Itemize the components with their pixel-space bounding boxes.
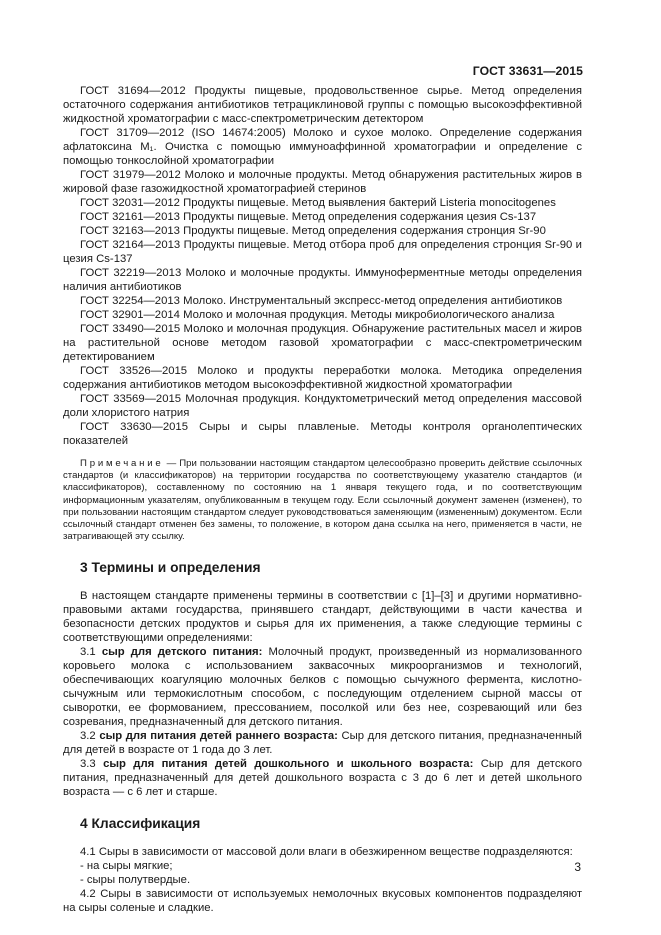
section-4-heading: 4 Классификация — [80, 816, 201, 832]
doc-code-header: ГОСТ 33631—2015 — [472, 64, 583, 78]
term-text: Сыр для детского питания, предназначенный для детей дошкольного возраста с 3 до 6 лет и детей школьного возраста — с 6 лет и старше. — [63, 758, 583, 799]
term-number: 3.2 — [80, 730, 96, 743]
section-4-paragraph: 4.2 Сыры в зависимости от используемых немолочных вкусовых компонентов подразделяют на сыры соленые и сладкие. — [63, 888, 582, 915]
list-item: - на сыры мягкие; — [80, 860, 173, 873]
term-number: 3.1 — [80, 646, 96, 659]
section-4-paragraph: 4.1 Сыры в зависимости от массовой доли влаги в обезжиренном веществе подразделяются: — [80, 846, 573, 859]
reference-item: ГОСТ 33569—2015 Молочная продукция. Кондуктометрический метод определения массовой доли хлористого натрия — [63, 393, 582, 419]
reference-item: ГОСТ 32163—2013 Продукты пищевые. Метод определения содержания стронция Sr-90 — [80, 225, 546, 237]
reference-item: ГОСТ 31709—2012 (ISO 14674:2005) Молоко и сухое молоко. Определение содержания афлатоксина M₁. Очистка с помощью иммуноаффинной хроматографии и определение с помощью тонкослойной хроматографии — [63, 127, 582, 167]
note-text: — При пользовании настоящим стандартом целесообразно проверить действие ссылочных стандартов (и классификаторов) на территории государства по соответствующему указателю стандартов (и классификаторов), составленному по состоянию на 1 января текущего года, и по соответствующим информационным указателям, опубликованным в текущем году. Если ссылочный документ заменен (изменен), то при пользовании настоящим стандартом следует руководствоваться заменяющим (измененным) документом. Если ссылочный стандарт отменен без замены, то положение, в котором дана ссылка на него, применяется в части, не затрагивающей эту ссылку. — [63, 458, 582, 543]
page-content — [63, 84, 582, 915]
term-name: сыр для питания детей раннего возраста: — [99, 730, 338, 743]
reference-item: ГОСТ 33526—2015 Молоко и продукты переработки молока. Методика определения содержания антибиотиков методом высокоэффективной жидкостной хроматографии — [63, 365, 582, 391]
term-text: Молочный продукт, произведенный из нормализованного коровьего молока с использованием заквасочных микроорганизмов и технологий, обеспечивающих коагуляцию молочных белков с помощью сычужного фермента, кислотно-сычужным или термокислотным способом, с последующим отделением сырной массы от сыворотки, ее формованием, прессованием, посолкой или без нее, созревающий или без созревания, предназначенный для детского питания. — [63, 646, 582, 729]
section-3-heading: 3 Термины и определения — [80, 560, 261, 576]
term-number: 3.3 — [80, 758, 96, 771]
reference-item: ГОСТ 31979—2012 Молоко и молочные продукты. Метод обнаружения растительных жиров в жировой фазе газожидкостной хроматографией стеринов — [63, 169, 582, 195]
term-definition — [63, 645, 582, 729]
reference-item: ГОСТ 32031—2012 Продукты пищевые. Метод выявления бактерий Listeria monocitogenes — [80, 197, 556, 209]
reference-item: ГОСТ 32164—2013 Продукты пищевые. Метод отбора проб для определения стронция Sr-90 и цезия Cs-137 — [63, 239, 582, 265]
reference-list — [63, 84, 582, 448]
reference-item: ГОСТ 32901—2014 Молоко и молочная продукция. Методы микробиологического анализа — [80, 309, 555, 321]
reference-item: ГОСТ 32219—2013 Молоко и молочные продукты. Иммуноферментные методы определения наличия антибиотиков — [63, 267, 582, 293]
term-name: сыр для питания детей дошкольного и школьного возраста: — [103, 758, 474, 771]
term-text: Сыр для детского питания, предназначенный для детей в возрасте от 1 года до 3 лет. — [63, 730, 582, 757]
reference-item: ГОСТ 32254—2013 Молоко. Инструментальный экспресс-метод определения антибиотиков — [80, 295, 563, 307]
reference-item: ГОСТ 33630—2015 Сыры и сыры плавленые. Методы контроля органолептических показателей — [63, 421, 582, 447]
term-definition — [63, 729, 582, 757]
reference-item: ГОСТ 32161—2013 Продукты пищевые. Метод определения содержания цезия Cs-137 — [80, 211, 537, 223]
section-3-intro: В настоящем стандарте применены термины в соответствии с [1]–[3] и другими нормативно-правовыми актами государства, принявшего стандарт, действующими в части качества и безопасности детских продуктов и сырья для их применения, а также следующие термины с соответствующими определениями: — [63, 590, 582, 645]
reference-item: ГОСТ 33490—2015 Молоко и молочная продукция. Обнаружение растительных масел и жиров на растительной основе методом газовой хроматографии с масс-спектрометрическим детектированием — [63, 323, 582, 363]
reference-item: ГОСТ 31694—2012 Продукты пищевые, продовольственное сырье. Метод определения остаточного содержания антибиотиков тетрациклиновой группы с помощью высокоэффективной жидкостной хроматографии с масс-спектрометрическим детектором — [63, 85, 582, 125]
page-number: 3 — [574, 860, 581, 874]
term-name: сыр для детского питания: — [101, 646, 263, 659]
list-item: - сыры полутвердые. — [80, 874, 191, 887]
term-definition — [63, 757, 582, 799]
note-paragraph — [63, 458, 582, 543]
note-label: Примечание — [80, 458, 164, 469]
